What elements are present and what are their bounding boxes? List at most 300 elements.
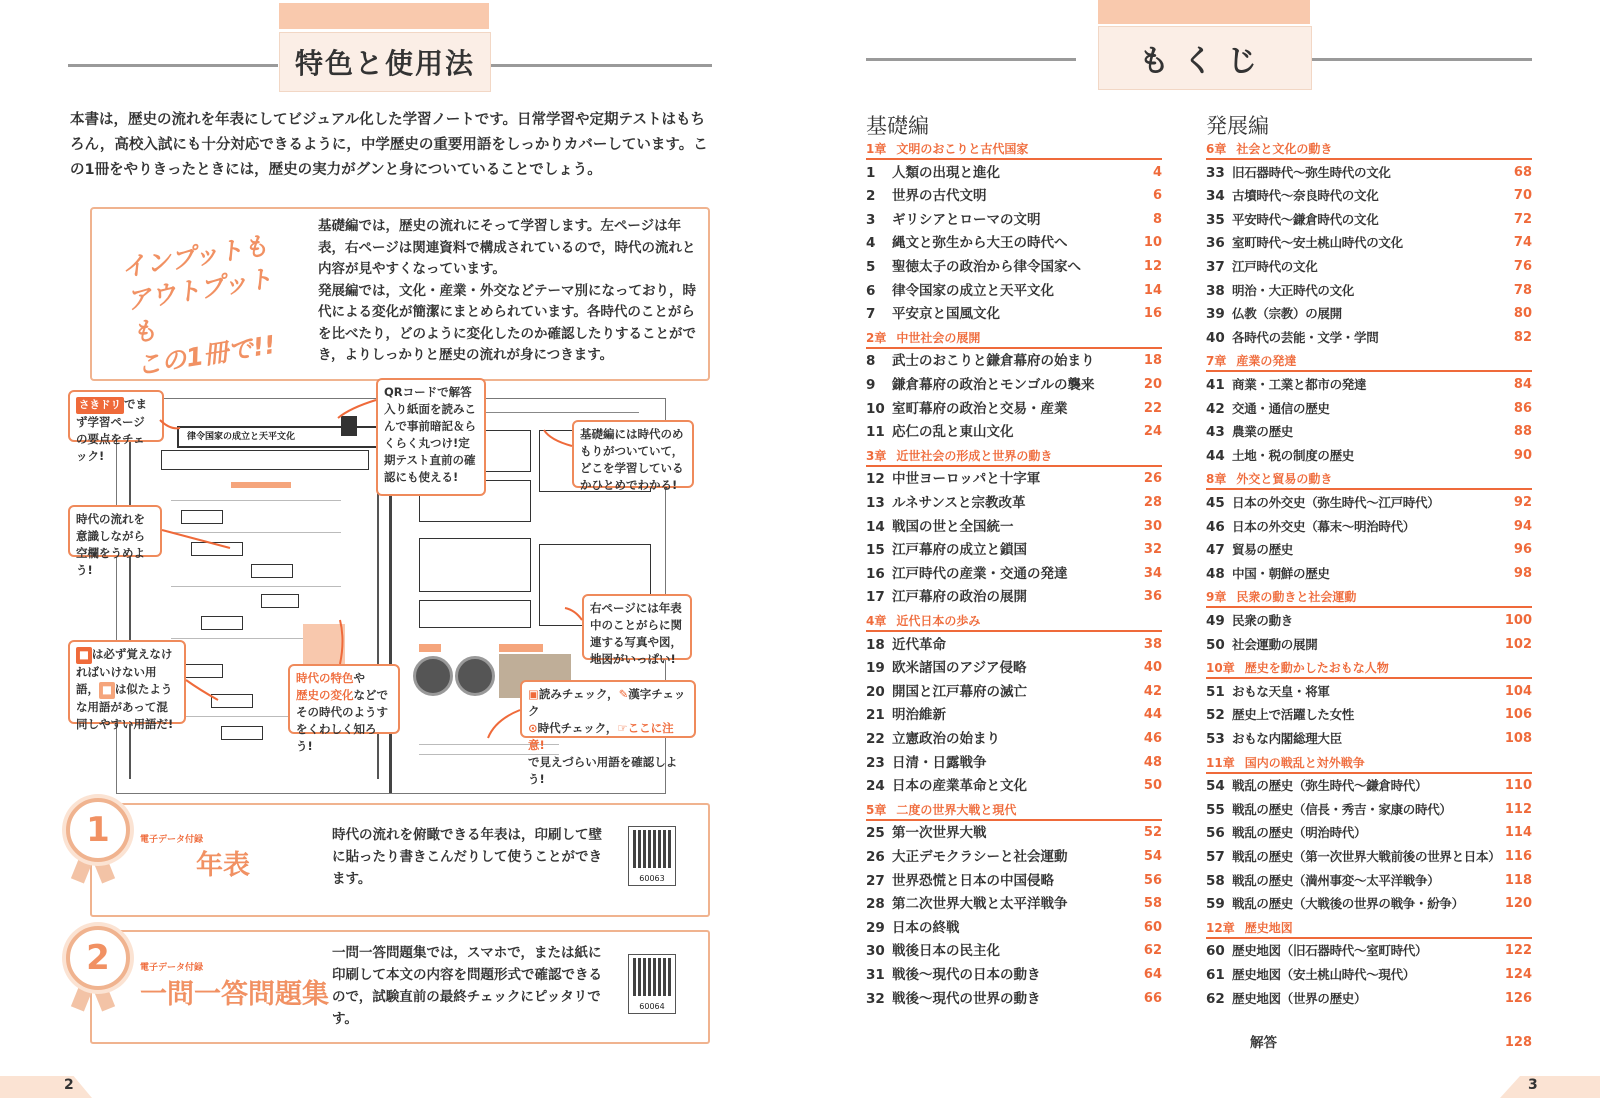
toc-item-title: 立憲政治の始まり [892,731,1000,747]
toc-item-number: 52 [1206,707,1225,724]
chapter-title: 歴史地図 [1244,920,1293,935]
toc-item-number: 38 [1206,282,1225,299]
toc-item[interactable] [866,586,1162,608]
toc-item[interactable] [1206,280,1532,302]
toc-item-number: 3 [866,211,876,228]
toc-item-page: 92 [1513,495,1532,510]
toc-item-page: 100 [1504,613,1532,628]
reading-check-icon: ▣ [528,687,539,701]
toc-item-page: 80 [1513,306,1532,322]
toc-item-page: 108 [1504,731,1532,746]
callout-text: で見えづらい用語を確認しよう! [528,755,678,786]
chapter-heading[interactable] [866,138,1162,160]
toc-item-title: 武士のおこりと鎌倉幕府の始まり [892,353,1095,370]
toc-item[interactable] [866,185,1162,207]
chapter-heading[interactable] [1206,657,1532,679]
toc-item-title: 明治維新 [892,707,946,724]
toc-item-title: 開国と江戸幕府の滅亡 [892,683,1027,700]
toc-item-title: 聖徳太子の政治から律令国家へ [892,259,1081,275]
toc-item-title: 戦国の世と全国統一 [892,518,1014,535]
toc-item[interactable] [1206,846,1532,868]
toc-item-title: 戦乱の歴史（弥生時代～鎌倉時代） [1232,778,1428,794]
toc-item-title: 解答 [1250,1035,1277,1051]
chapter-number: 6章 [1206,142,1227,156]
toc-item-number: 20 [866,683,885,700]
toc-item-title: 歴史地図（世界の歴史） [1232,990,1367,1006]
toc-item-title: 江戸幕府の成立と鎖国 [892,542,1027,559]
chapter-heading[interactable] [1206,586,1532,608]
toc-item-number: 35 [1206,211,1225,228]
toc-item-page: 74 [1513,235,1532,251]
toc-item-title: 戦後～現代の日本の動き [892,967,1041,983]
toc-item-page: 8 [1152,211,1162,227]
callout-highlight: ここに注意! [528,721,674,752]
callout-era-scale: 基礎編には時代のめもりがついていて，どこを学習しているかひとめでわかる! [572,420,694,488]
toc-item-page: 94 [1513,518,1532,534]
toc-item-title: 戦乱の歴史（信長・秀吉・家康の時代） [1232,801,1452,817]
toc-item[interactable] [866,728,1162,750]
toc-item-title: 平安時代～鎌倉時代の文化 [1232,211,1379,227]
toc-item-title: 日本の外交史（弥生時代～江戸時代） [1232,495,1440,510]
feature-catch: インプットも アウトプットも この1冊で!! [119,230,278,381]
chapter-number: 2章 [866,330,887,345]
chapter-number: 12章 [1206,920,1235,935]
toc-item-title: 仏教（宗教）の展開 [1232,306,1342,322]
toc-item-page: 118 [1504,872,1532,888]
toc-item[interactable] [866,657,1162,679]
toc-item-number: 26 [866,849,885,865]
arrow [162,530,230,548]
toc-item-title: 江戸幕府の政治の展開 [892,589,1027,606]
toc-item-page: 60 [1143,919,1162,935]
toc-item[interactable] [1206,445,1532,467]
toc-item-number: 44 [1206,447,1225,464]
toc-item-title: 戦後～現代の世界の動き [892,990,1041,1007]
toc-item-page: 4 [1152,164,1162,180]
callout-text: は似たような用語があって混同しやすい用語だ! [76,682,174,731]
toc-item-number: 40 [1206,329,1225,346]
toc-item-number: 51 [1206,683,1225,700]
toc-item-title: 各時代の芸能・文学・学問 [1232,329,1379,345]
toc-item-title: 戦乱の歴史（明治時代） [1232,825,1367,841]
toc-item-number: 58 [1206,872,1225,889]
toc-item-page: 16 [1143,306,1162,322]
toc-item-title: 歴史上で活躍した女性 [1232,707,1355,723]
toc-item[interactable] [866,704,1162,726]
toc-item-page: 42 [1143,683,1162,699]
toc-item-page: 68 [1513,164,1532,180]
toc-item-page: 78 [1513,282,1532,298]
qr-id: 60063 [639,874,665,883]
toc-item-title: 商業・工業と都市の発達 [1232,377,1367,392]
toc-item[interactable] [866,303,1162,325]
toc-item[interactable] [1206,893,1532,915]
toc-item-number: 11 [866,424,885,441]
toc-item[interactable] [1206,822,1532,844]
toc-item-page: 54 [1143,849,1162,864]
header-rule-left [866,58,1076,61]
toc-item[interactable] [866,539,1162,561]
toc-item[interactable] [866,232,1162,254]
toc-item[interactable] [1206,185,1532,207]
toc-item-number: 1 [866,164,876,181]
toc-item-title: 日本の終戦 [892,919,960,936]
toc-item-page: 76 [1513,259,1532,274]
toc-item[interactable] [1206,492,1532,514]
toc-item-page: 48 [1143,754,1162,770]
toc-item[interactable] [1206,421,1532,443]
chapter-heading[interactable] [866,610,1162,632]
toc-item[interactable] [866,752,1162,774]
toc-item-page: 98 [1513,565,1532,581]
toc-item[interactable] [1206,398,1532,420]
toc-item-page: 12 [1143,259,1162,274]
callout-text: 時代チェック， [537,721,618,735]
chapter-title: 社会と文化の動き [1236,142,1333,156]
toc-item-number: 43 [1206,424,1225,441]
arrow [565,608,582,620]
arrow [186,680,218,700]
toc-item-title: 戦乱の歴史（第一次世界大戦前後の世界と日本） [1232,849,1501,864]
toc-item-title: 戦乱の歴史（大戦後の世界の戦争・紛争） [1232,896,1464,912]
toc-item-page: 62 [1143,943,1162,959]
toc-item[interactable] [866,988,1162,1010]
toc-item[interactable] [866,398,1162,420]
chapter-heading[interactable] [866,445,1162,467]
toc-item-number: 46 [1206,518,1225,535]
intro-text: 本書は，歴史の流れを年表にしてビジュアル化した学習ノートです。日常学習や定期テストはもちろん，高校入試にも十分対応できるように，中学歴史の重要用語をしっかりカバーしています。この1冊をやりきったときには，歴史の実力がグンと身についていることでしょう。 [70,112,708,178]
chapter-number: 5章 [866,802,887,817]
toc-item-number: 39 [1206,306,1225,323]
toc-item-page: 116 [1504,849,1532,864]
toc-item[interactable] [866,870,1162,892]
toc-item[interactable] [1206,563,1532,585]
toc-item-title: 第一次世界大戦 [892,825,987,842]
toc-item[interactable] [1206,799,1532,821]
qr-code-timeline[interactable] [628,826,676,886]
toc-item-number: 17 [866,589,885,606]
callout-text: や [353,671,365,685]
toc-item-title: 日清・日露戦争 [892,754,987,771]
toc-item[interactable] [866,940,1162,962]
toc-item-number: 16 [866,565,885,582]
toc-item-number: 59 [1206,896,1225,913]
toc-item-title: 江戸時代の産業・交通の発達 [892,565,1068,582]
toc-item-page: 126 [1504,990,1532,1006]
toc-item-number: 8 [866,353,876,370]
toc-item-title: おもな天皇・将軍 [1232,683,1330,699]
box2-sub: 電子データ付録 [140,963,204,973]
toc-item[interactable] [1206,704,1532,726]
toc-item-number: 28 [866,896,885,913]
toc-item-page: 32 [1143,542,1162,558]
kanji-check-icon: ✎ [618,687,629,701]
toc-item-title: 第二次世界大戦と太平洋戦争 [892,896,1068,913]
toc-item[interactable] [1206,303,1532,325]
feature-text: 基礎編では，歴史の流れにそって学習します。左ページは年表，右ページは関連資料で構成されているので，時代の流れと内容が見やすくなっています。 発展編では，文化・産業・外交などテーマ別になっており，時代による変化が簡潔にまとめられています。各時代のことがらを比べたり，どのように変化したのか確認したりすることができ，よりしっかりと歴史の流れが身につきます。 [318,218,696,363]
toc-item-number: 22 [866,731,885,747]
toc-item-title: 社会運動の展開 [1232,636,1318,652]
toc-item-title: 農業の歴史 [1232,424,1294,440]
toc-item-title: 室町幕府の政治と交易・産業 [892,400,1068,417]
toc-item-number: 49 [1206,613,1225,629]
page-title: 特色と使用法 [279,32,491,92]
sample-page-title: 律令国家の成立と天平文化 [177,426,379,448]
toc-item[interactable] [866,162,1162,184]
chapter-number: 7章 [1206,354,1227,369]
toc-item[interactable] [866,209,1162,231]
toc-item-number: 33 [1206,164,1225,181]
toc-item-number: 12 [866,471,885,488]
toc-item-page: 88 [1513,424,1532,440]
toc-item-page: 114 [1504,825,1532,841]
toc-item[interactable] [1206,374,1532,396]
toc-item-number: 21 [866,707,885,724]
toc-item-number: 25 [866,825,885,842]
toc-item-title: 古墳時代～奈良時代の文化 [1232,188,1379,204]
toc-item[interactable] [866,421,1162,443]
toc-item[interactable] [866,846,1162,868]
toc-item-page: 36 [1143,589,1162,605]
callout-text: などでその時代のようすをくわしく知ろう! [296,688,388,753]
toc-item-page: 20 [1143,377,1162,392]
toc-item-page: 30 [1143,518,1162,534]
toc-item-number: 29 [866,919,885,936]
chapter-heading[interactable] [1206,917,1532,939]
toc-item-title: おもな内閣総理大臣 [1232,731,1342,746]
page-number-right: 3 [1528,1077,1538,1093]
sakidori-tag: さきドリ [76,397,124,414]
toc-item[interactable] [866,516,1162,538]
toc-item-page: 40 [1143,660,1162,676]
toc-item-title: 民衆の動き [1232,613,1294,628]
toc-item-number: 48 [1206,565,1225,582]
toc-item-title: 応仁の乱と東山文化 [892,424,1014,441]
arrow [544,430,572,446]
chapter-title: 外交と貿易の動き [1236,472,1333,487]
toc-item-number: 34 [1206,188,1225,205]
toc-item-number: 10 [866,400,885,417]
toc-item-number: 45 [1206,495,1225,511]
toc-item-number: 42 [1206,400,1225,417]
toc-item-title: 戦後日本の民主化 [892,943,1000,960]
toc-item-page: 6 [1152,188,1162,204]
toc-item-title: 大正デモクラシーと社会運動 [892,849,1068,865]
toc-item[interactable] [866,964,1162,986]
chapter-heading[interactable] [1206,350,1532,372]
toc-item-title: 日本の産業革命と文化 [892,778,1027,795]
chapter-title: 文明のおこりと古代国家 [896,142,1029,156]
chapter-number: 8章 [1206,472,1227,487]
chapter-heading[interactable] [1206,138,1532,160]
chapter-heading[interactable] [1206,752,1532,774]
toc-item[interactable] [866,563,1162,585]
toc-item-number: 57 [1206,849,1225,865]
chapter-number: 9章 [1206,590,1227,605]
toc-item-title: 鎌倉幕府の政治とモンゴルの襲来 [892,377,1095,393]
toc-item-page: 122 [1504,943,1532,959]
toc-answers[interactable] [1250,1032,1532,1054]
toc-item[interactable] [1206,681,1532,703]
toc-item-page: 128 [1504,1035,1532,1050]
toc-item-number: 62 [1206,990,1225,1007]
chapter-heading[interactable] [866,327,1162,349]
badge-2: 2 [66,926,130,990]
arrow [488,710,520,738]
toc-item-title: 明治・大正時代の文化 [1232,282,1355,298]
arrow [340,620,343,664]
toc-item-title: 土地・税の制度の歴史 [1232,447,1355,463]
toc-item-title: 歴史地図（安土桃山時代～現代） [1232,967,1416,982]
toc-item-page: 120 [1504,896,1532,912]
toc-item-page: 106 [1504,707,1532,723]
toc-item-page: 70 [1513,188,1532,204]
toc-item[interactable] [866,634,1162,656]
toc-item-page: 50 [1143,778,1162,794]
toc-item[interactable] [866,350,1162,372]
toc-item-page: 90 [1513,447,1532,463]
advanced-section-title: 発展編 [1206,114,1269,138]
toc-item[interactable] [866,374,1162,396]
qr-icon [633,958,671,996]
arrow [160,420,180,428]
toc-item[interactable] [866,280,1162,302]
toc-item-page: 72 [1513,211,1532,227]
header-tab [1098,0,1310,24]
key-term-marker-icon: ■ [76,647,92,664]
callout-highlight: 時代の特色 [296,671,354,685]
toc-item-page: 96 [1513,542,1532,558]
toc-item[interactable] [1206,256,1532,278]
chapter-number: 10章 [1206,661,1235,676]
toc-item-title: 中世ヨーロッパと十字軍 [892,471,1041,488]
toc-item-number: 41 [1206,377,1225,393]
toc-item-number: 2 [866,188,876,205]
toc-item-number: 13 [866,495,885,511]
toc-item-number: 15 [866,542,885,559]
toc-item[interactable] [1206,870,1532,892]
toc-item-number: 54 [1206,778,1225,795]
toc-item[interactable] [866,468,1162,490]
callout-text: でまず学習ページの要点をチェック! [76,397,147,463]
toc-item-page: 24 [1143,424,1162,440]
toc-item[interactable] [866,256,1162,278]
toc-item[interactable] [866,822,1162,844]
toc-item-number: 50 [1206,636,1225,653]
toc-item-number: 19 [866,660,885,677]
box1-sub: 電子データ付録 [140,835,204,845]
toc-item[interactable] [1206,162,1532,184]
toc-item-page: 82 [1513,329,1532,345]
toc-item-title: 律令国家の成立と天平文化 [892,282,1054,299]
toc-item-title: 戦乱の歴史（満州事変～太平洋戦争） [1232,872,1440,888]
box2-title: 一問一答問題集 [140,979,329,1010]
toc-item-title: 交通・通信の歴史 [1232,400,1330,416]
toc-item[interactable] [866,681,1162,703]
callout-fill-blanks: 時代の流れを意識しながら空欄をうめよう! [68,505,162,557]
toc-item[interactable] [1206,232,1532,254]
toc-item[interactable] [1206,610,1532,632]
toc-item[interactable] [1206,327,1532,349]
toc-item-title: 室町時代～安土桃山時代の文化 [1232,235,1403,251]
toc-item-page: 26 [1143,471,1162,487]
toc-title: もくじ [1098,26,1312,90]
arrow [338,400,376,418]
toc-item-number: 5 [866,259,876,275]
callout-text: は必ず覚えなければいけない用語， [76,647,173,696]
toc-item[interactable] [1206,940,1532,962]
page-number-left: 2 [64,1077,74,1093]
toc-item[interactable] [1206,728,1532,750]
toc-item[interactable] [1206,988,1532,1010]
toc-item-page: 22 [1143,400,1162,416]
toc-item-page: 46 [1143,731,1162,746]
toc-item-title: 貿易の歴史 [1232,542,1294,558]
toc-item-number: 31 [866,967,885,983]
toc-item[interactable] [1206,964,1532,986]
toc-item-title: 世界の古代文明 [892,188,987,205]
toc-item-number: 37 [1206,259,1225,275]
toc-item-title: 江戸時代の文化 [1232,259,1318,274]
toc-item-number: 53 [1206,731,1225,747]
toc-item-page: 102 [1504,636,1532,652]
qr-code-quiz[interactable] [628,954,676,1014]
toc-item-page: 56 [1143,872,1162,888]
chapter-title: 産業の発達 [1236,354,1297,369]
toc-item[interactable] [866,775,1162,797]
chapter-heading[interactable] [1206,468,1532,490]
toc-item-page: 112 [1504,801,1532,817]
toc-item-page: 44 [1143,707,1162,723]
toc-item-number: 14 [866,518,885,535]
toc-item[interactable] [1206,209,1532,231]
toc-item-number: 47 [1206,542,1225,559]
callout-text: 漢字チェック [528,687,686,718]
callout-qr: QRコードで解答入り紙面を読みこんで事前暗記＆らくらく丸つけ!定期テスト直前の確認にも使える! [376,378,486,496]
chapter-title: 中世社会の展開 [896,330,981,345]
chapter-title: 近世社会の形成と世界の動き [896,448,1053,463]
toc-item-page: 110 [1504,778,1532,794]
basic-section-title: 基礎編 [866,114,929,138]
toc-item-title: 近代革命 [892,636,946,653]
box2-text: 一問一答問題集では，スマホで，または紙に印刷して本文の内容を問題形式で確認できるので，試験直前の最終チェックにピッタリです。 [332,945,602,1027]
callout-right-page: 右ページには年表中のことがらに関連する写真や図，地図がいっぱい! [582,594,692,660]
toc-item-page: 38 [1143,636,1162,652]
toc-item[interactable] [1206,634,1532,656]
chapter-heading[interactable] [866,799,1162,821]
header-rule-right [1292,58,1532,61]
chapter-number: 3章 [866,448,887,463]
toc-item-number: 9 [866,377,876,393]
toc-item[interactable] [1206,539,1532,561]
box1-title: 年表 [196,850,250,881]
toc-item[interactable] [1206,516,1532,538]
toc-item-page: 28 [1143,495,1162,510]
toc-item-title: 中国・朝鮮の歴史 [1232,565,1330,581]
toc-item-title: 欧米諸国のアジア侵略 [892,660,1027,677]
toc-item-number: 36 [1206,235,1225,252]
toc-item-number: 4 [866,235,876,252]
toc-item[interactable] [866,492,1162,514]
toc-item-number: 6 [866,282,876,299]
toc-item-number: 30 [866,943,885,960]
toc-item-number: 56 [1206,825,1225,842]
toc-item[interactable] [866,893,1162,915]
chapter-number: 4章 [866,614,887,628]
toc-item[interactable] [1206,775,1532,797]
toc-item-page: 58 [1143,896,1162,912]
toc-item[interactable] [866,917,1162,939]
